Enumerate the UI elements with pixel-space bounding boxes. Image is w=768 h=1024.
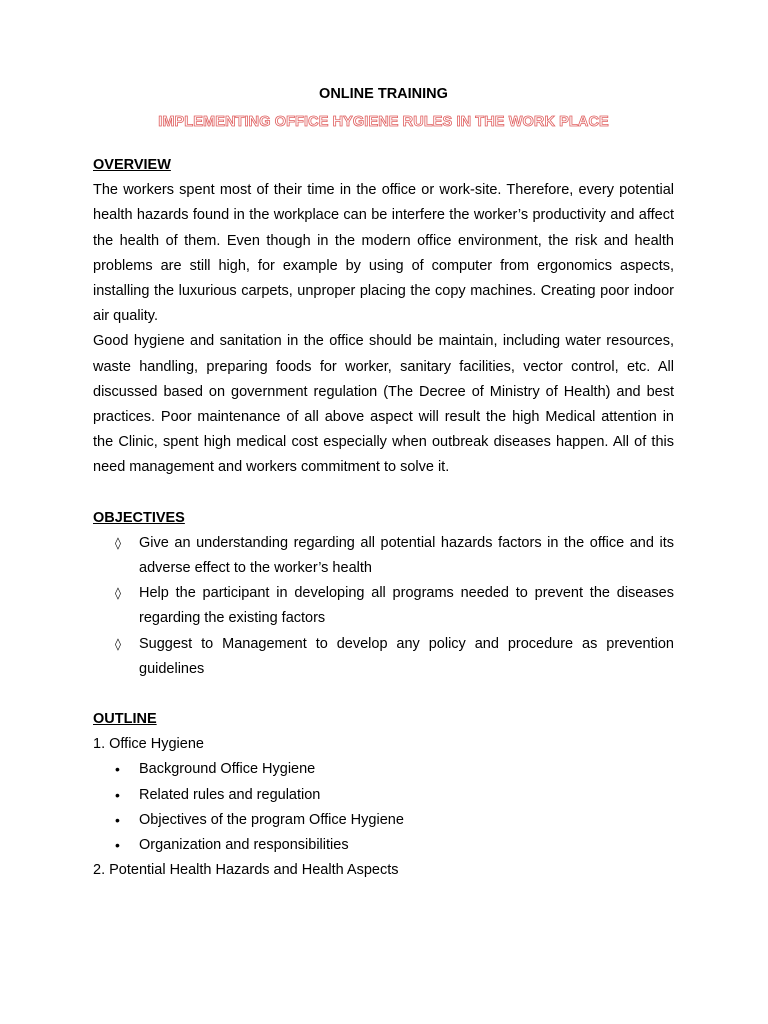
dot-bullet-icon: •: [115, 837, 120, 854]
list-item: [93, 531, 674, 581]
overview-heading: OVERVIEW: [93, 157, 171, 173]
objectives-list: [93, 531, 674, 682]
objectives-heading: OBJECTIVES: [93, 509, 185, 526]
outline-item-text: Related rules and regulation: [139, 786, 321, 803]
list-item: [93, 808, 674, 833]
spacer: [93, 682, 674, 707]
outline-section-2: 2. Potential Health Hazards and Health Aspects: [93, 862, 399, 879]
dot-bullet-icon: •: [115, 786, 120, 803]
document-subtitle: IMPLEMENTING OFFICE HYGIENE RULES IN THE WORK PLACE: [158, 114, 609, 130]
list-item: [93, 757, 674, 782]
diamond-bullet-icon: ◊: [115, 636, 121, 651]
objectives-section: [93, 506, 674, 682]
objective-text: Give an understanding regarding all potential hazards factors in the office and its adverse effect to the worker’s health: [139, 534, 674, 577]
list-item: [93, 783, 674, 808]
list-item: [93, 833, 674, 858]
diamond-bullet-icon: ◊: [115, 535, 121, 550]
objective-text: Help the participant in developing all programs needed to prevent the diseases regarding the existing factors: [139, 585, 674, 627]
overview-paragraph-2: Good hygiene and sanitation in the office should be maintain, including water resources, waste handling, preparing foods for worker, sanitary facilities, vector control, etc. All discussed based on government regulation (The Decree of Ministry of Health) and best practices. Poor maintenance of all above aspect will result the high Medical attention in the Clinic, spent high medical cost especially when outbreak diseases happen. All of this need management and workers commitment to solve it.: [93, 333, 674, 476]
spacer: [93, 481, 674, 506]
outline-section: [93, 707, 674, 883]
outline-item-text: Organization and responsibilities: [139, 837, 349, 854]
document-page: [93, 82, 674, 883]
overview-section: [93, 153, 674, 481]
objective-text: Suggest to Management to develop any policy and procedure as prevention guidelines: [139, 635, 674, 677]
outline-list: [93, 757, 674, 858]
dot-bullet-icon: •: [115, 811, 120, 828]
list-item: [93, 581, 674, 631]
outline-heading: OUTLINE: [93, 711, 157, 728]
dot-bullet-icon: •: [115, 761, 120, 778]
spacer: [93, 138, 674, 153]
diamond-bullet-icon: ◊: [115, 586, 121, 601]
document-title: ONLINE TRAINING: [319, 86, 448, 102]
outline-item-text: Background Office Hygiene: [139, 761, 316, 778]
list-item: [93, 632, 674, 682]
outline-section-1: 1. Office Hygiene: [93, 736, 204, 753]
overview-paragraph-1: The workers spent most of their time in the office or work-site. Therefore, every potential health hazards found in the workplace can be interfere the worker’s productivity and affect the health of them. Even though in the modern office environment, the risk and health problems are still high, for example by using of computer from ergonomics aspects, installing the luxurious carpets, unproper placing the copy machines. Creating poor indoor air quality.: [93, 182, 674, 325]
outline-item-text: Objectives of the program Office Hygiene: [139, 811, 404, 828]
